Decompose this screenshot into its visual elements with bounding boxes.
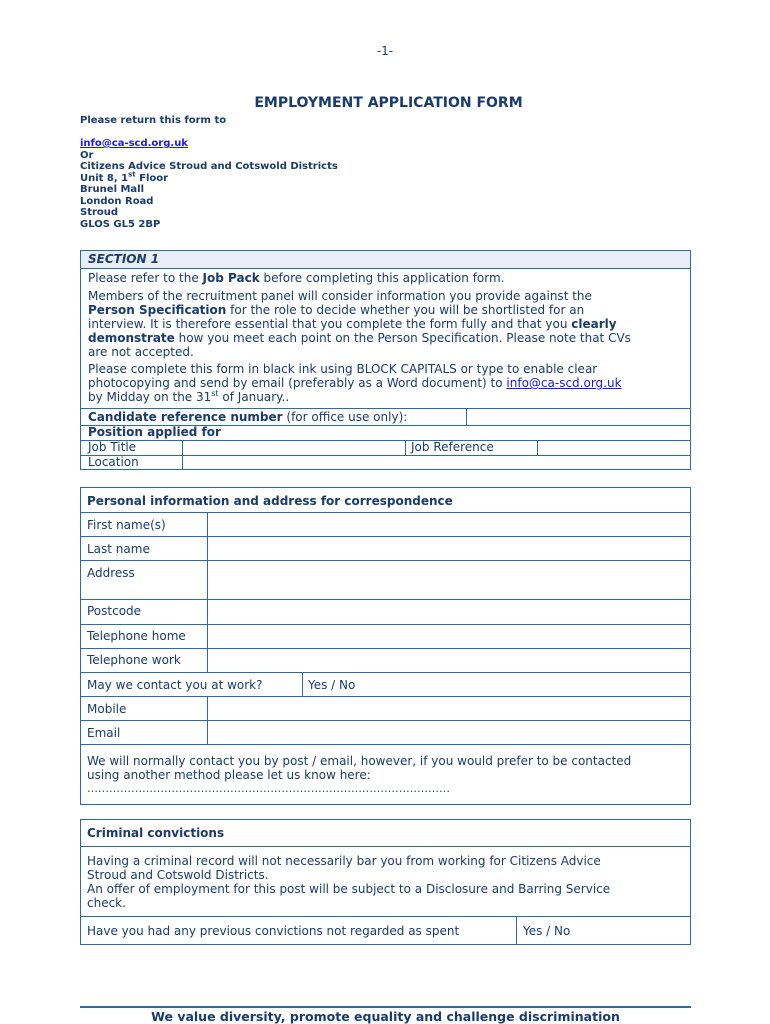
mobile-field[interactable]: [208, 697, 690, 720]
section2-heading: Personal information and address for correspondence: [87, 494, 453, 508]
postcode-label: Postcode: [87, 604, 142, 618]
section1-para-instructions: Please complete this form in black ink using BLOCK CAPITALS or type to enable clear photocopying and send by email (preferably as a Word document) to info@ca-scd.org.uk by Midday on the 31st of January..: [88, 362, 622, 404]
return-road: London Road: [80, 195, 154, 207]
job-reference-label: Job Reference: [411, 440, 494, 454]
section1-email-link[interactable]: info@ca-scd.org.uk: [506, 376, 622, 390]
return-town: Stroud: [80, 207, 119, 218]
section1-header-bg: [81, 251, 690, 268]
postcode-field[interactable]: [208, 600, 690, 624]
return-org: Citizens Advice Stroud and Cotswold Districts: [80, 161, 338, 172]
section1-para-jobpack: Please refer to the Job Pack before completing this application form.: [88, 271, 505, 285]
email-field[interactable]: [208, 721, 690, 744]
telephone-work-field[interactable]: [208, 649, 690, 672]
return-postcode: GLOS GL5 2BP: [80, 218, 161, 230]
footer-divider: [80, 1006, 691, 1008]
last-name-label: Last name: [87, 542, 150, 556]
return-unit: Unit 8, 1st Floor: [80, 170, 169, 184]
telephone-work-label: Telephone work: [87, 653, 181, 667]
section1-heading: SECTION 1: [88, 252, 160, 266]
job-reference-field[interactable]: [538, 441, 690, 455]
candidate-ref-field[interactable]: [467, 409, 690, 425]
contact-at-work-label: May we contact you at work?: [87, 678, 263, 692]
job-title-field[interactable]: [183, 441, 405, 455]
contact-preference-note: We will normally contact you by post / email, however, if you would prefer to be contacted using another method please let us know here:: [87, 754, 632, 782]
first-name-label: First name(s): [87, 518, 166, 532]
contact-at-work-yes-no[interactable]: Yes / No: [308, 678, 356, 692]
telephone-home-label: Telephone home: [87, 629, 186, 643]
mobile-label: Mobile: [87, 702, 127, 716]
page-number: -1-: [376, 44, 394, 58]
address-label: Address: [87, 566, 135, 580]
location-field[interactable]: [183, 456, 690, 469]
return-address: [80, 115, 338, 230]
email-label: Email: [87, 726, 121, 740]
location-label: Location: [88, 455, 139, 469]
section3-heading: Criminal convictions: [87, 826, 225, 840]
section1-box: [80, 250, 691, 470]
return-mall: Brunel Mall: [80, 184, 145, 195]
form-title: EMPLOYMENT APPLICATION FORM: [254, 95, 523, 111]
criminal-record-text: Having a criminal record will not necessarily bar you from working for Citizens Advice Stroud and Cotswold Districts. An offer of employment for this post will be subject to a Disclosure and Barring Service check.: [87, 854, 611, 910]
address-field[interactable]: [208, 561, 690, 599]
first-name-field[interactable]: [208, 513, 690, 536]
contact-preference-field[interactable]: ………………………………………………………………………………………: [87, 782, 450, 795]
section1-para-personspec: Members of the recruitment panel will consider information you provide against the Person Specification for the role to decide whether you will be shortlisted for an interview. It is therefore essential that you complete the form fully and that you clearly demonstrate how you meet each point on the Person Specification. Please note that CVs are not accepted.: [88, 289, 631, 359]
convictions-yes-no[interactable]: Yes / No: [523, 924, 571, 938]
position-applied-label: Position applied for: [88, 425, 221, 439]
footer-diversity-statement: We value diversity, promote equality and challenge discrimination: [151, 1009, 620, 1024]
telephone-home-field[interactable]: [208, 625, 690, 648]
return-email-link[interactable]: info@ca-scd.org.uk: [80, 138, 188, 149]
job-title-label: Job Title: [88, 440, 137, 454]
return-label: Please return this form to: [80, 115, 227, 126]
last-name-field[interactable]: [208, 537, 690, 560]
section2-box: [80, 487, 691, 805]
return-or: Or: [80, 149, 94, 161]
section3-box: [80, 819, 691, 945]
candidate-ref-label: Candidate reference number (for office use only):: [88, 410, 408, 424]
convictions-question: Have you had any previous convictions not regarded as spent: [87, 924, 460, 938]
